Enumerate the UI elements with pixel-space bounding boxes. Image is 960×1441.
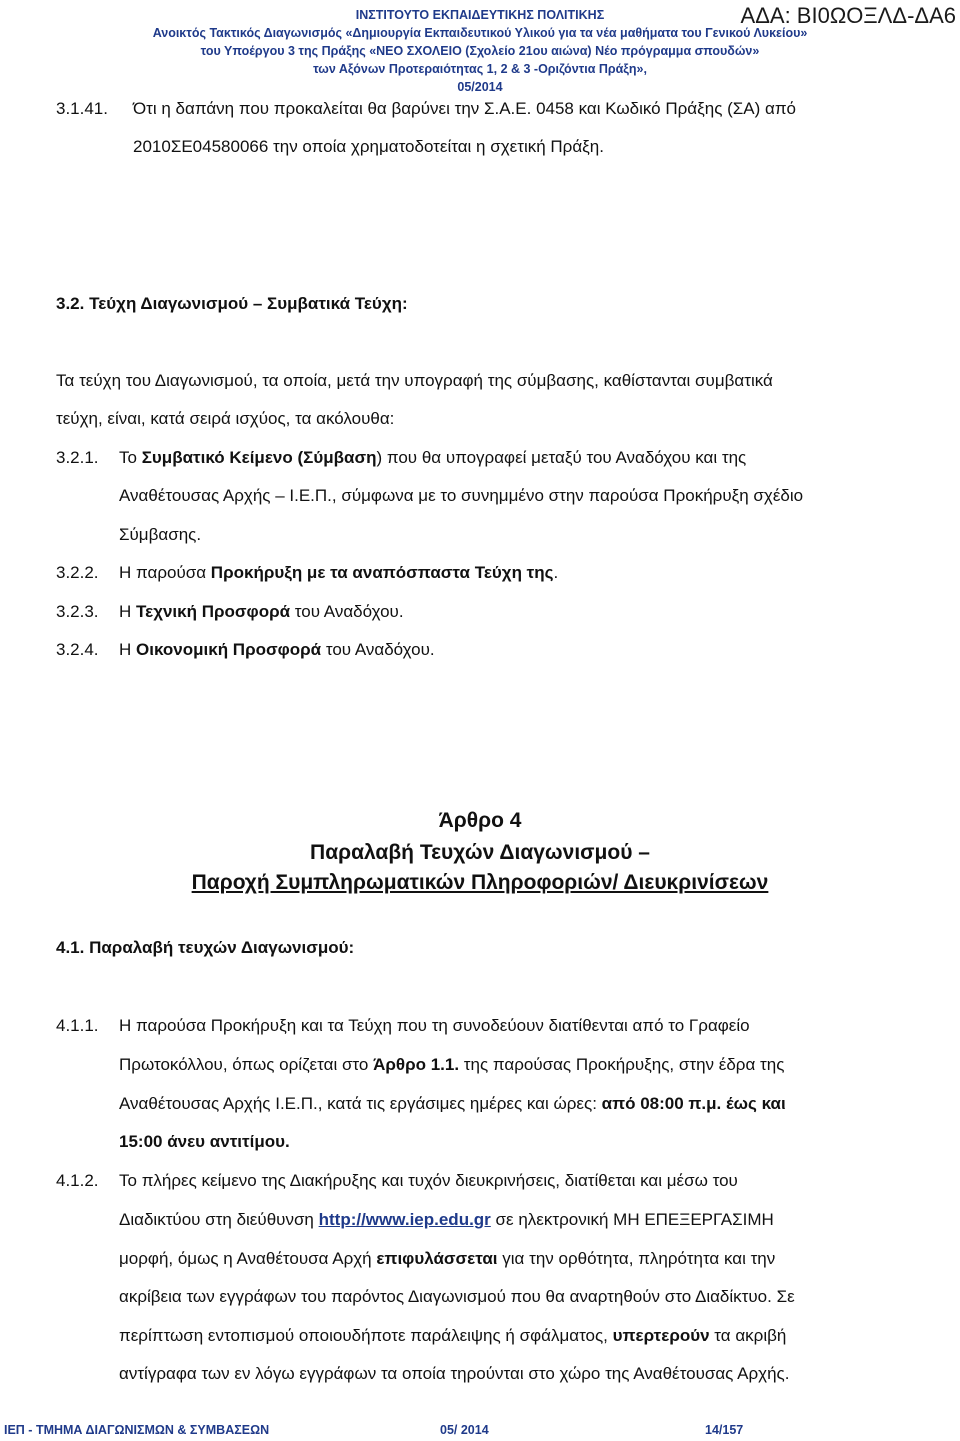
section-4-1-heading: 4.1. Παραλαβή τευχών Διαγωνισμού:	[56, 938, 355, 957]
item-4-1-2-line3: μορφή, όμως η Αναθέτουσα Αρχή επιφυλάσσεται για την ορθότητα, πληρότητα και την	[119, 1249, 776, 1268]
item-3-2-1-number: 3.2.1.	[56, 448, 99, 467]
item-3-2-3-text: Η Τεχνική Προσφορά του Αναδόχου.	[119, 602, 404, 621]
item-4-1-2-line1: Το πλήρες κείμενο της Διακήρυξης και τυχόν διευκρινήσεις, διατίθεται και μέσω του	[119, 1171, 738, 1190]
item-3-2-1-line1: Το Συμβατικό Κείμενο (Σύμβαση) που θα υπογραφεί μεταξύ του Αναδόχου και της	[119, 448, 747, 467]
item-3-1-41-line1: Ότι η δαπάνη που προκαλείται θα βαρύνει την Σ.Α.Ε. 0458 και Κωδικό Πράξης (ΣΑ) από	[133, 99, 797, 118]
item-4-1-1-line3: Αναθέτουσας Αρχής Ι.Ε.Π., κατά τις εργάσιμες ημέρες και ώρες: από 08:00 π.μ. έως και	[119, 1094, 786, 1113]
item-4-1-2-number: 4.1.2.	[56, 1171, 99, 1190]
header-axes: των Αξόνων Προτεραιότητας 1, 2 & 3 -Οριζόντια Πράξη»,	[313, 62, 647, 76]
footer-department: ΙΕΠ - ΤΜΗΜΑ ΔΙΑΓΩΝΙΣΜΩΝ & ΣΥΜΒΑΣΕΩΝ	[4, 1423, 270, 1437]
item-4-1-1-number: 4.1.1.	[56, 1016, 99, 1035]
item-4-1-2-line4: ακρίβεια των εγγράφων του παρόντος Διαγωνισμού που θα αναρτηθούν στο Διαδίκτυο. Σε	[119, 1287, 795, 1306]
item-3-2-2-text: Η παρούσα Προκήρυξη με τα αναπόσπαστα Τεύχη της.	[119, 563, 559, 582]
item-4-1-2-line5: περίπτωση εντοπισμού οποιουδήποτε παράλειψης ή σφάλματος, υπερτερούν τα ακριβή	[119, 1326, 787, 1345]
section-3-2-heading: 3.2. Τεύχη Διαγωνισμού – Συμβατικά Τεύχη:	[56, 294, 408, 313]
section-3-2-para-line2: τεύχη, είναι, κατά σειρά ισχύος, τα ακόλουθα:	[56, 409, 395, 428]
item-4-1-1-line4: 15:00 άνευ αντιτίμου.	[119, 1132, 290, 1151]
article-4-subtitle-2: Παροχή Συμπληρωματικών Πληροφοριών/ Διευκρινίσεων	[191, 871, 769, 894]
article-4-subtitle-1: Παραλαβή Τευχών Διαγωνισμού –	[310, 841, 650, 864]
article-4-title: Άρθρο 4	[438, 809, 522, 832]
footer-page-number: 14/157	[705, 1423, 744, 1437]
item-4-1-1-line2: Πρωτοκόλλου, όπως ορίζεται στο Άρθρο 1.1. της παρούσας Προκήρυξης, στην έδρα της	[119, 1055, 785, 1074]
item-3-2-4-text: Η Οικονομική Προσφορά του Αναδόχου.	[119, 640, 435, 659]
footer-date: 05/ 2014	[440, 1423, 489, 1437]
item-3-2-1-line2: Αναθέτουσας Αρχής – Ι.Ε.Π., σύμφωνα με το συνημμένο στην παρούσα Προκήρυξη σχέδιο	[119, 486, 804, 505]
item-4-1-2-line2: Διαδικτύου στη διεύθυνση http://www.iep.edu.gr σε ηλεκτρονική ΜΗ ΕΠΕΞΕΡΓΑΣΙΜΗ	[119, 1210, 774, 1229]
item-3-1-41-line2: 2010ΣΕ04580066 την οποία χρηματοδοτείται η σχετική Πράξη.	[133, 137, 604, 156]
item-3-2-2-number: 3.2.2.	[56, 563, 99, 582]
item-3-1-41-number: 3.1.41.	[56, 99, 108, 118]
header-subproject: του Υποέργου 3 της Πράξης «ΝΕΟ ΣΧΟΛΕΙΟ (Σχολείο 21ου αιώνα) Νέο πρόγραμμα σπουδών»	[200, 44, 760, 58]
item-3-2-3-number: 3.2.3.	[56, 602, 99, 621]
ada-code: ΑΔΑ: ΒΙ0ΩΟΞΛΔ-ΔΑ6	[740, 3, 956, 28]
header-institute: ΙΝΣΤΙΤΟΥΤΟ ΕΚΠΑΙΔΕΥΤΙΚΗΣ ΠΟΛΙΤΙΚΗΣ	[355, 8, 605, 22]
item-4-1-2-line6: αντίγραφα των εν λόγω εγγράφων τα οποία τηρούνται στο χώρο της Αναθέτουσας Αρχής.	[119, 1364, 790, 1383]
item-4-1-1-line1: Η παρούσα Προκήρυξη και τα Τεύχη που τη συνοδεύουν διατίθενται από το Γραφείο	[119, 1016, 750, 1035]
item-3-2-4-number: 3.2.4.	[56, 640, 99, 659]
item-3-2-1-line3: Σύμβασης.	[119, 525, 202, 544]
section-3-2-para-line1: Τα τεύχη του Διαγωνισμού, τα οποία, μετά την υπογραφή της σύμβασης, καθίστανται συμβατικά	[56, 371, 773, 390]
header-date: 05/2014	[457, 80, 503, 94]
iep-website-link[interactable]: http://www.iep.edu.gr	[318, 1210, 491, 1229]
header-tender-title: Ανοικτός Τακτικός Διαγωνισμός «Δημιουργία Εκπαιδευτικού Υλικού για τα νέα μαθήματα του Γενικού Λυκείου»	[152, 26, 808, 40]
